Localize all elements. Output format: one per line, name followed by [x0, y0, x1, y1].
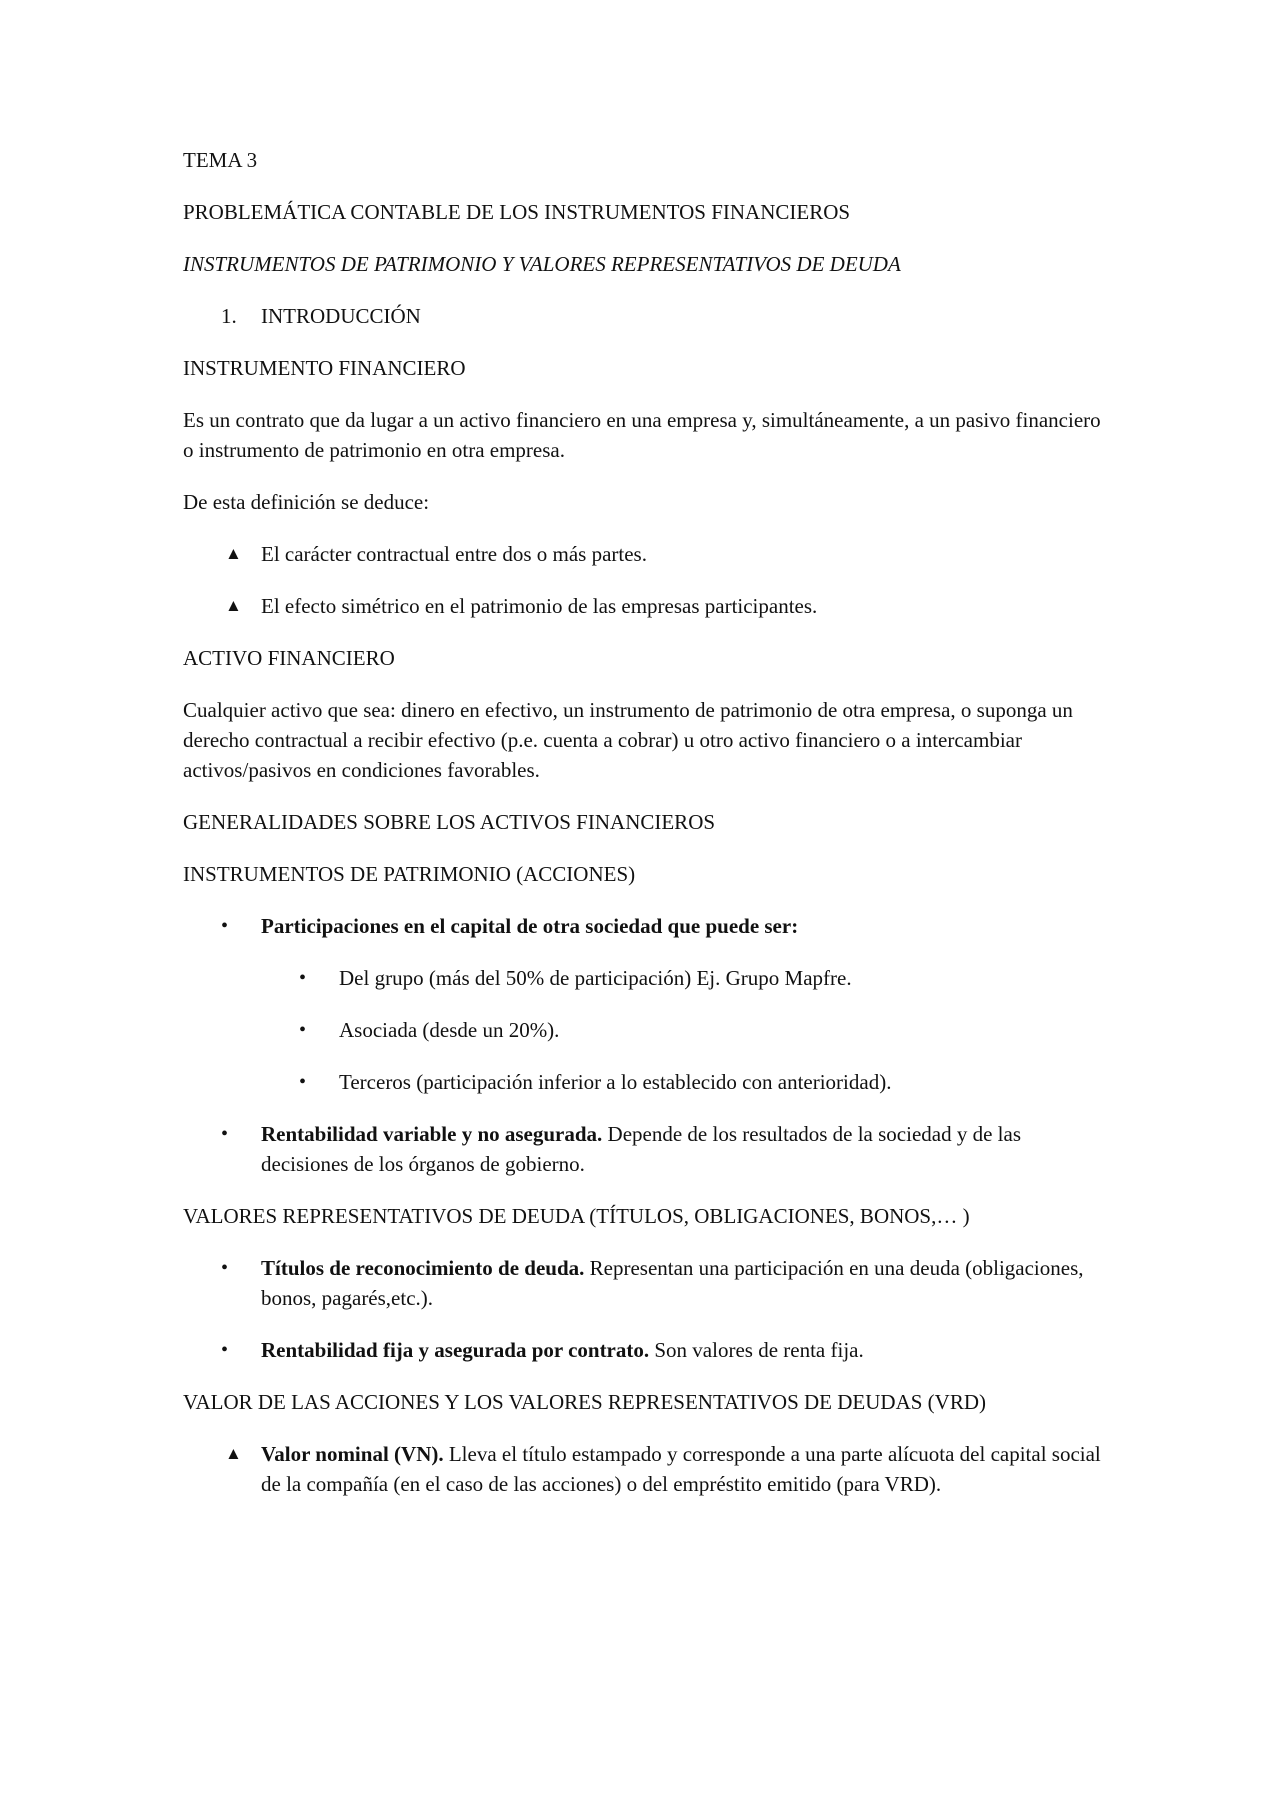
triangle-bullet-icon: ▲: [225, 596, 242, 615]
document-page: [183, 145, 1103, 1521]
list-item: [183, 1335, 1103, 1365]
list-item-text: Depende de los resultados de la sociedad y de las decisiones de los órganos de gobierno.: [261, 1122, 1021, 1176]
bullet-icon: •: [299, 1071, 307, 1093]
instrumento-definition: Es un contrato que da lugar a un activo financiero en una empresa y, simultáneamente, a un pasivo financiero o instrumento de patrimonio en otra empresa.: [183, 408, 1101, 462]
list-item-text: Son valores de renta fija.: [649, 1338, 864, 1362]
deuda-heading: VALORES REPRESENTATIVOS DE DEUDA (TÍTULOS, OBLIGACIONES, BONOS,… ): [183, 1204, 970, 1228]
document-title: PROBLEMÁTICA CONTABLE DE LOS INSTRUMENTOS FINANCIEROS: [183, 200, 851, 224]
bullet-icon: •: [221, 1257, 229, 1279]
bullet-icon: •: [299, 967, 307, 989]
patrimonio-heading: INSTRUMENTOS DE PATRIMONIO (ACCIONES): [183, 862, 636, 886]
section-label: INTRODUCCIÓN: [261, 304, 421, 328]
instrumento-heading: INSTRUMENTO FINANCIERO: [183, 356, 466, 380]
section-number: 1.: [221, 304, 237, 328]
document-subtitle: INSTRUMENTOS DE PATRIMONIO Y VALORES REPRESENTATIVOS DE DEUDA: [183, 252, 901, 276]
list-item-text: El efecto simétrico en el patrimonio de las empresas participantes.: [261, 594, 818, 618]
list-item-text: El carácter contractual entre dos o más partes.: [261, 542, 647, 566]
list-item: [183, 591, 1103, 621]
bullet-icon: •: [299, 1019, 307, 1041]
list-item-text: Lleva el título estampado y corresponde a una parte alícuota del capital social de la compañía (en el caso de las acciones) o del empréstito emitido (para VRD).: [261, 1442, 1101, 1496]
list-item-text: Terceros (participación inferior a lo establecido con anterioridad).: [339, 1070, 892, 1094]
list-item-bold: Rentabilidad fija y asegurada por contrato.: [261, 1338, 650, 1362]
list-item: [183, 1119, 1103, 1179]
triangle-bullet-icon: ▲: [225, 1444, 242, 1463]
list-item-text: Asociada (desde un 20%).: [339, 1018, 560, 1042]
list-item: [183, 1067, 1103, 1097]
valor-heading: VALOR DE LAS ACCIONES Y LOS VALORES REPRESENTATIVOS DE DEUDAS (VRD): [183, 1390, 986, 1414]
list-item-bold: Valor nominal (VN).: [261, 1442, 444, 1466]
list-item-text: Representan una participación en una deuda (obligaciones, bonos, pagarés,etc.).: [261, 1256, 1084, 1310]
bullet-icon: •: [221, 1123, 229, 1145]
instrumento-deduce: De esta definición se deduce:: [183, 490, 430, 514]
list-item: [183, 911, 1103, 941]
list-item: [183, 963, 1103, 993]
activo-definition: Cualquier activo que sea: dinero en efectivo, un instrumento de patrimonio de otra empresa, o suponga un derecho contractual a recibir efectivo (p.e. cuenta a cobrar) u otro activo financiero o a intercambiar activos/pasivos en condiciones favorables.: [183, 698, 1073, 782]
activo-heading: ACTIVO FINANCIERO: [183, 646, 395, 670]
list-item-text: Del grupo (más del 50% de participación) Ej. Grupo Mapfre.: [339, 966, 852, 990]
list-item: [183, 1015, 1103, 1045]
tema-label: TEMA 3: [183, 148, 258, 172]
list-item: [183, 1439, 1103, 1499]
list-item-bold: Títulos de reconocimiento de deuda.: [261, 1256, 585, 1280]
generalidades-heading: GENERALIDADES SOBRE LOS ACTIVOS FINANCIEROS: [183, 810, 716, 834]
list-item-bold: Rentabilidad variable y no asegurada.: [261, 1122, 603, 1146]
triangle-bullet-icon: ▲: [225, 544, 242, 563]
bullet-icon: •: [221, 915, 229, 937]
list-item: [183, 1253, 1103, 1313]
section-introduccion: [183, 301, 1103, 331]
list-item: [183, 539, 1103, 569]
bullet-icon: •: [221, 1339, 229, 1361]
list-item-bold: Participaciones en el capital de otra sociedad que puede ser:: [261, 914, 799, 938]
